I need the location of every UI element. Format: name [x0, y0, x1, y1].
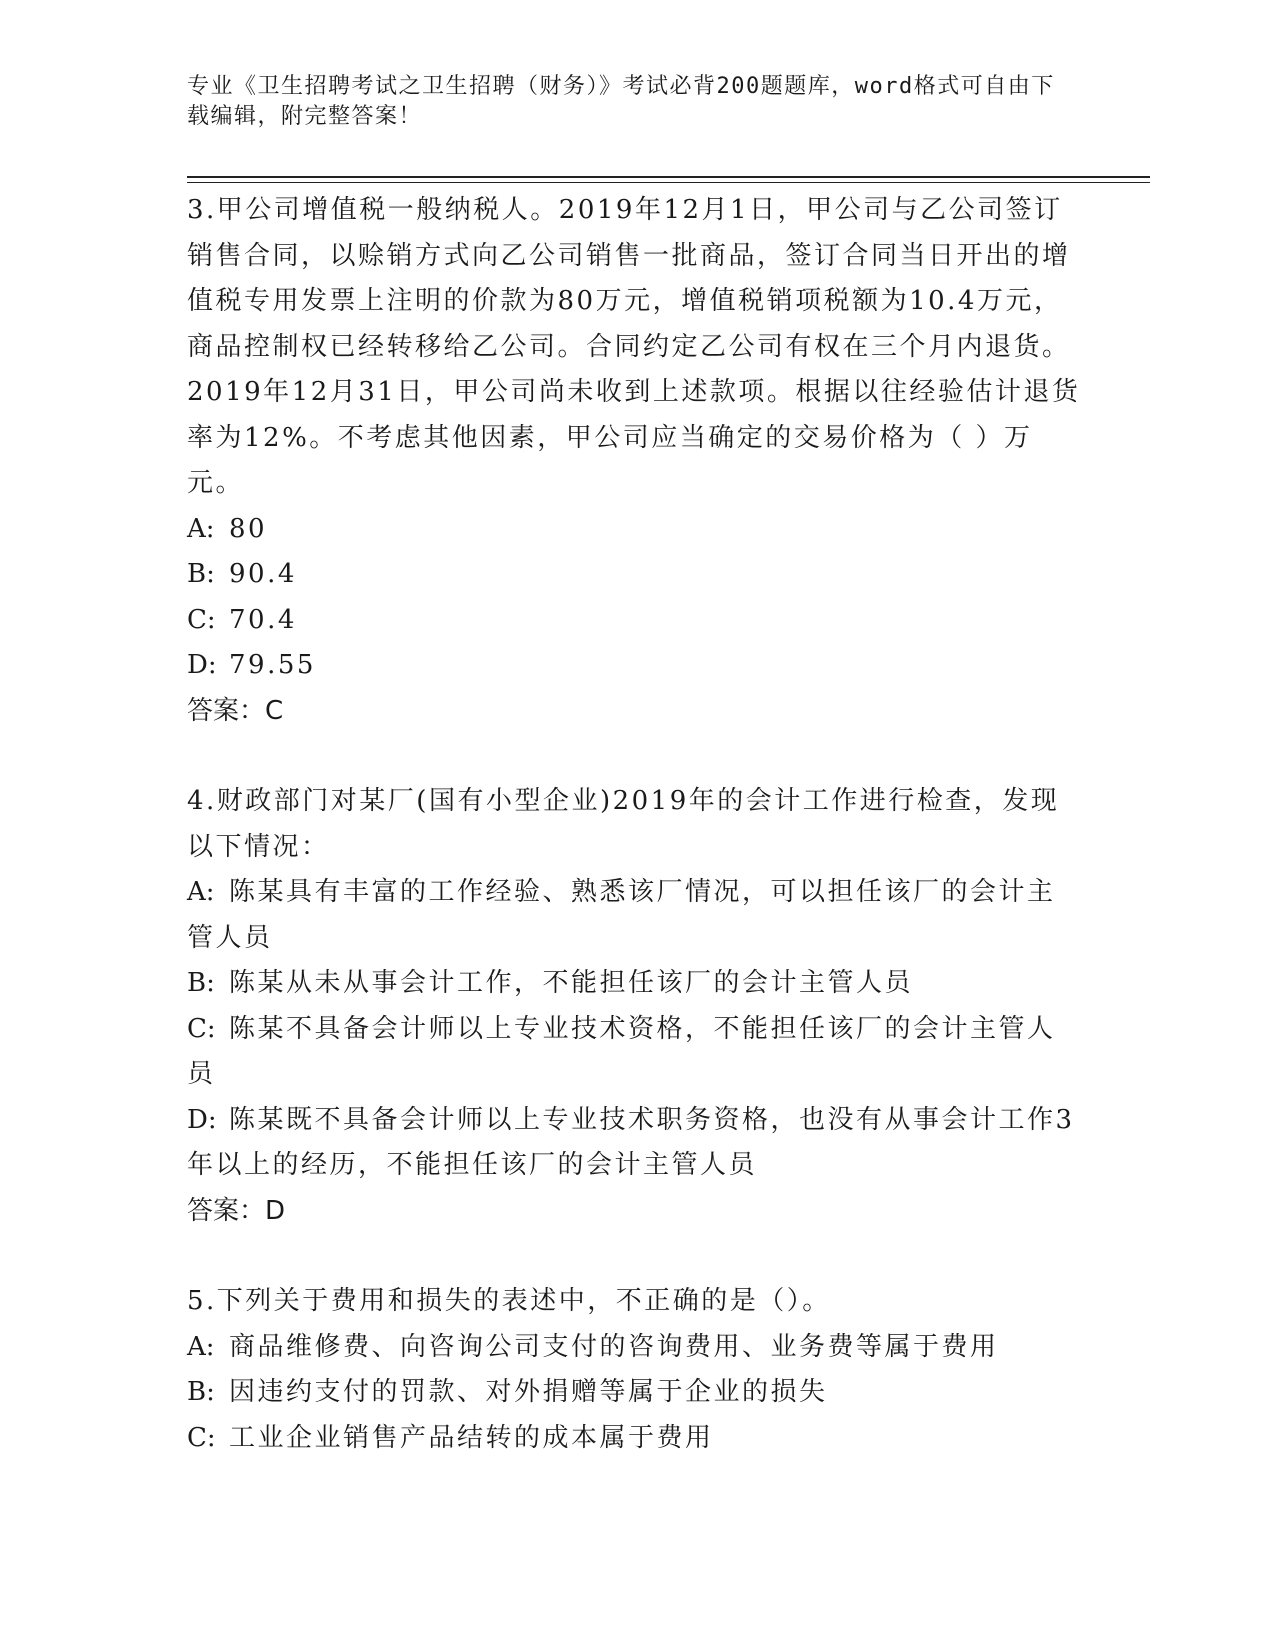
question-text: 3.甲公司增值税一般纳税人。2019年12月1日，甲公司与乙公司签订销售合同，以赊销方式向乙公司销售一批商品，签订合同当日开出的增值税专用发票上注明的价款为80万元，增值税销项税额为10.4万元，商品控制权已经转移给乙公司。合同约定乙公司有权在三个月内退货。2019年12月31日，甲公司尚未收到上述款项。根据以往经验估计退货率为12%。不考虑其他因素，甲公司应当确定的交易价格为（ ）万元。 — [187, 195, 1081, 498]
option-text: 80 — [229, 513, 268, 544]
question-list — [187, 188, 1082, 1461]
question-4 — [187, 779, 1082, 1234]
option-label: A: — [187, 513, 215, 544]
option-c — [187, 1007, 1082, 1098]
option-d — [187, 643, 1082, 689]
option-label: B: — [187, 559, 215, 589]
option-label: C: — [187, 1422, 216, 1453]
option-text: 陈某不具备会计师以上专业技术资格，不能担任该厂的会计主管人员 — [187, 1013, 1056, 1089]
option-c — [187, 598, 1082, 644]
question-5 — [187, 1279, 1082, 1461]
option-b — [187, 961, 1082, 1007]
header-rule-thick — [187, 176, 1150, 178]
option-label: C: — [187, 1013, 216, 1044]
header-title: 专业《卫生招聘考试之卫生招聘（财务）》考试必背200题题库，word格式可自由下载编辑，附完整答案！ — [187, 74, 1055, 129]
option-a — [187, 870, 1082, 961]
answer-text: 答案：C — [187, 695, 284, 726]
option-text: 90.4 — [229, 559, 297, 589]
option-text: 陈某具有丰富的工作经验、熟悉该厂情况，可以担任该厂的会计主管人员 — [187, 877, 1056, 953]
option-d — [187, 1098, 1082, 1189]
option-label: D: — [187, 1104, 217, 1135]
question-3 — [187, 188, 1082, 734]
option-a — [187, 507, 1082, 553]
document-header — [187, 72, 1067, 132]
option-text: 陈某从未从事会计工作，不能担任该厂的会计主管人员 — [229, 968, 914, 998]
option-label: B: — [187, 1377, 215, 1407]
option-text: 70.4 — [229, 604, 297, 635]
option-label: A: — [187, 877, 215, 907]
question-text: 4.财政部门对某厂(国有小型企业)2019年的会计工作进行检查，发现以下情况： — [187, 786, 1060, 862]
option-text: 陈某既不具备会计师以上专业技术职务资格，也没有从事会计工作3年以上的经历，不能担任该厂的会计主管人员 — [187, 1104, 1075, 1180]
option-text: 79.55 — [229, 650, 316, 680]
option-a — [187, 1325, 1082, 1371]
option-label: C: — [187, 604, 216, 635]
option-text: 商品维修费、向咨询公司支付的咨询费用、业务费等属于费用 — [229, 1331, 999, 1362]
header-rule-thin — [187, 182, 1150, 183]
question-spacer — [187, 734, 1082, 779]
option-text: 因违约支付的罚款、对外捐赠等属于企业的损失 — [229, 1377, 828, 1407]
option-label: A: — [187, 1331, 215, 1362]
question-spacer — [187, 1234, 1082, 1279]
answer-text: 答案：D — [187, 1195, 286, 1226]
option-b — [187, 1370, 1082, 1416]
option-b — [187, 552, 1082, 598]
question-text: 5.下列关于费用和损失的表述中，不正确的是（）。 — [187, 1286, 831, 1316]
option-text: 工业企业销售产品结转的成本属于费用 — [229, 1422, 714, 1453]
option-c — [187, 1416, 1082, 1462]
option-label: D: — [187, 650, 217, 680]
option-label: B: — [187, 968, 215, 998]
